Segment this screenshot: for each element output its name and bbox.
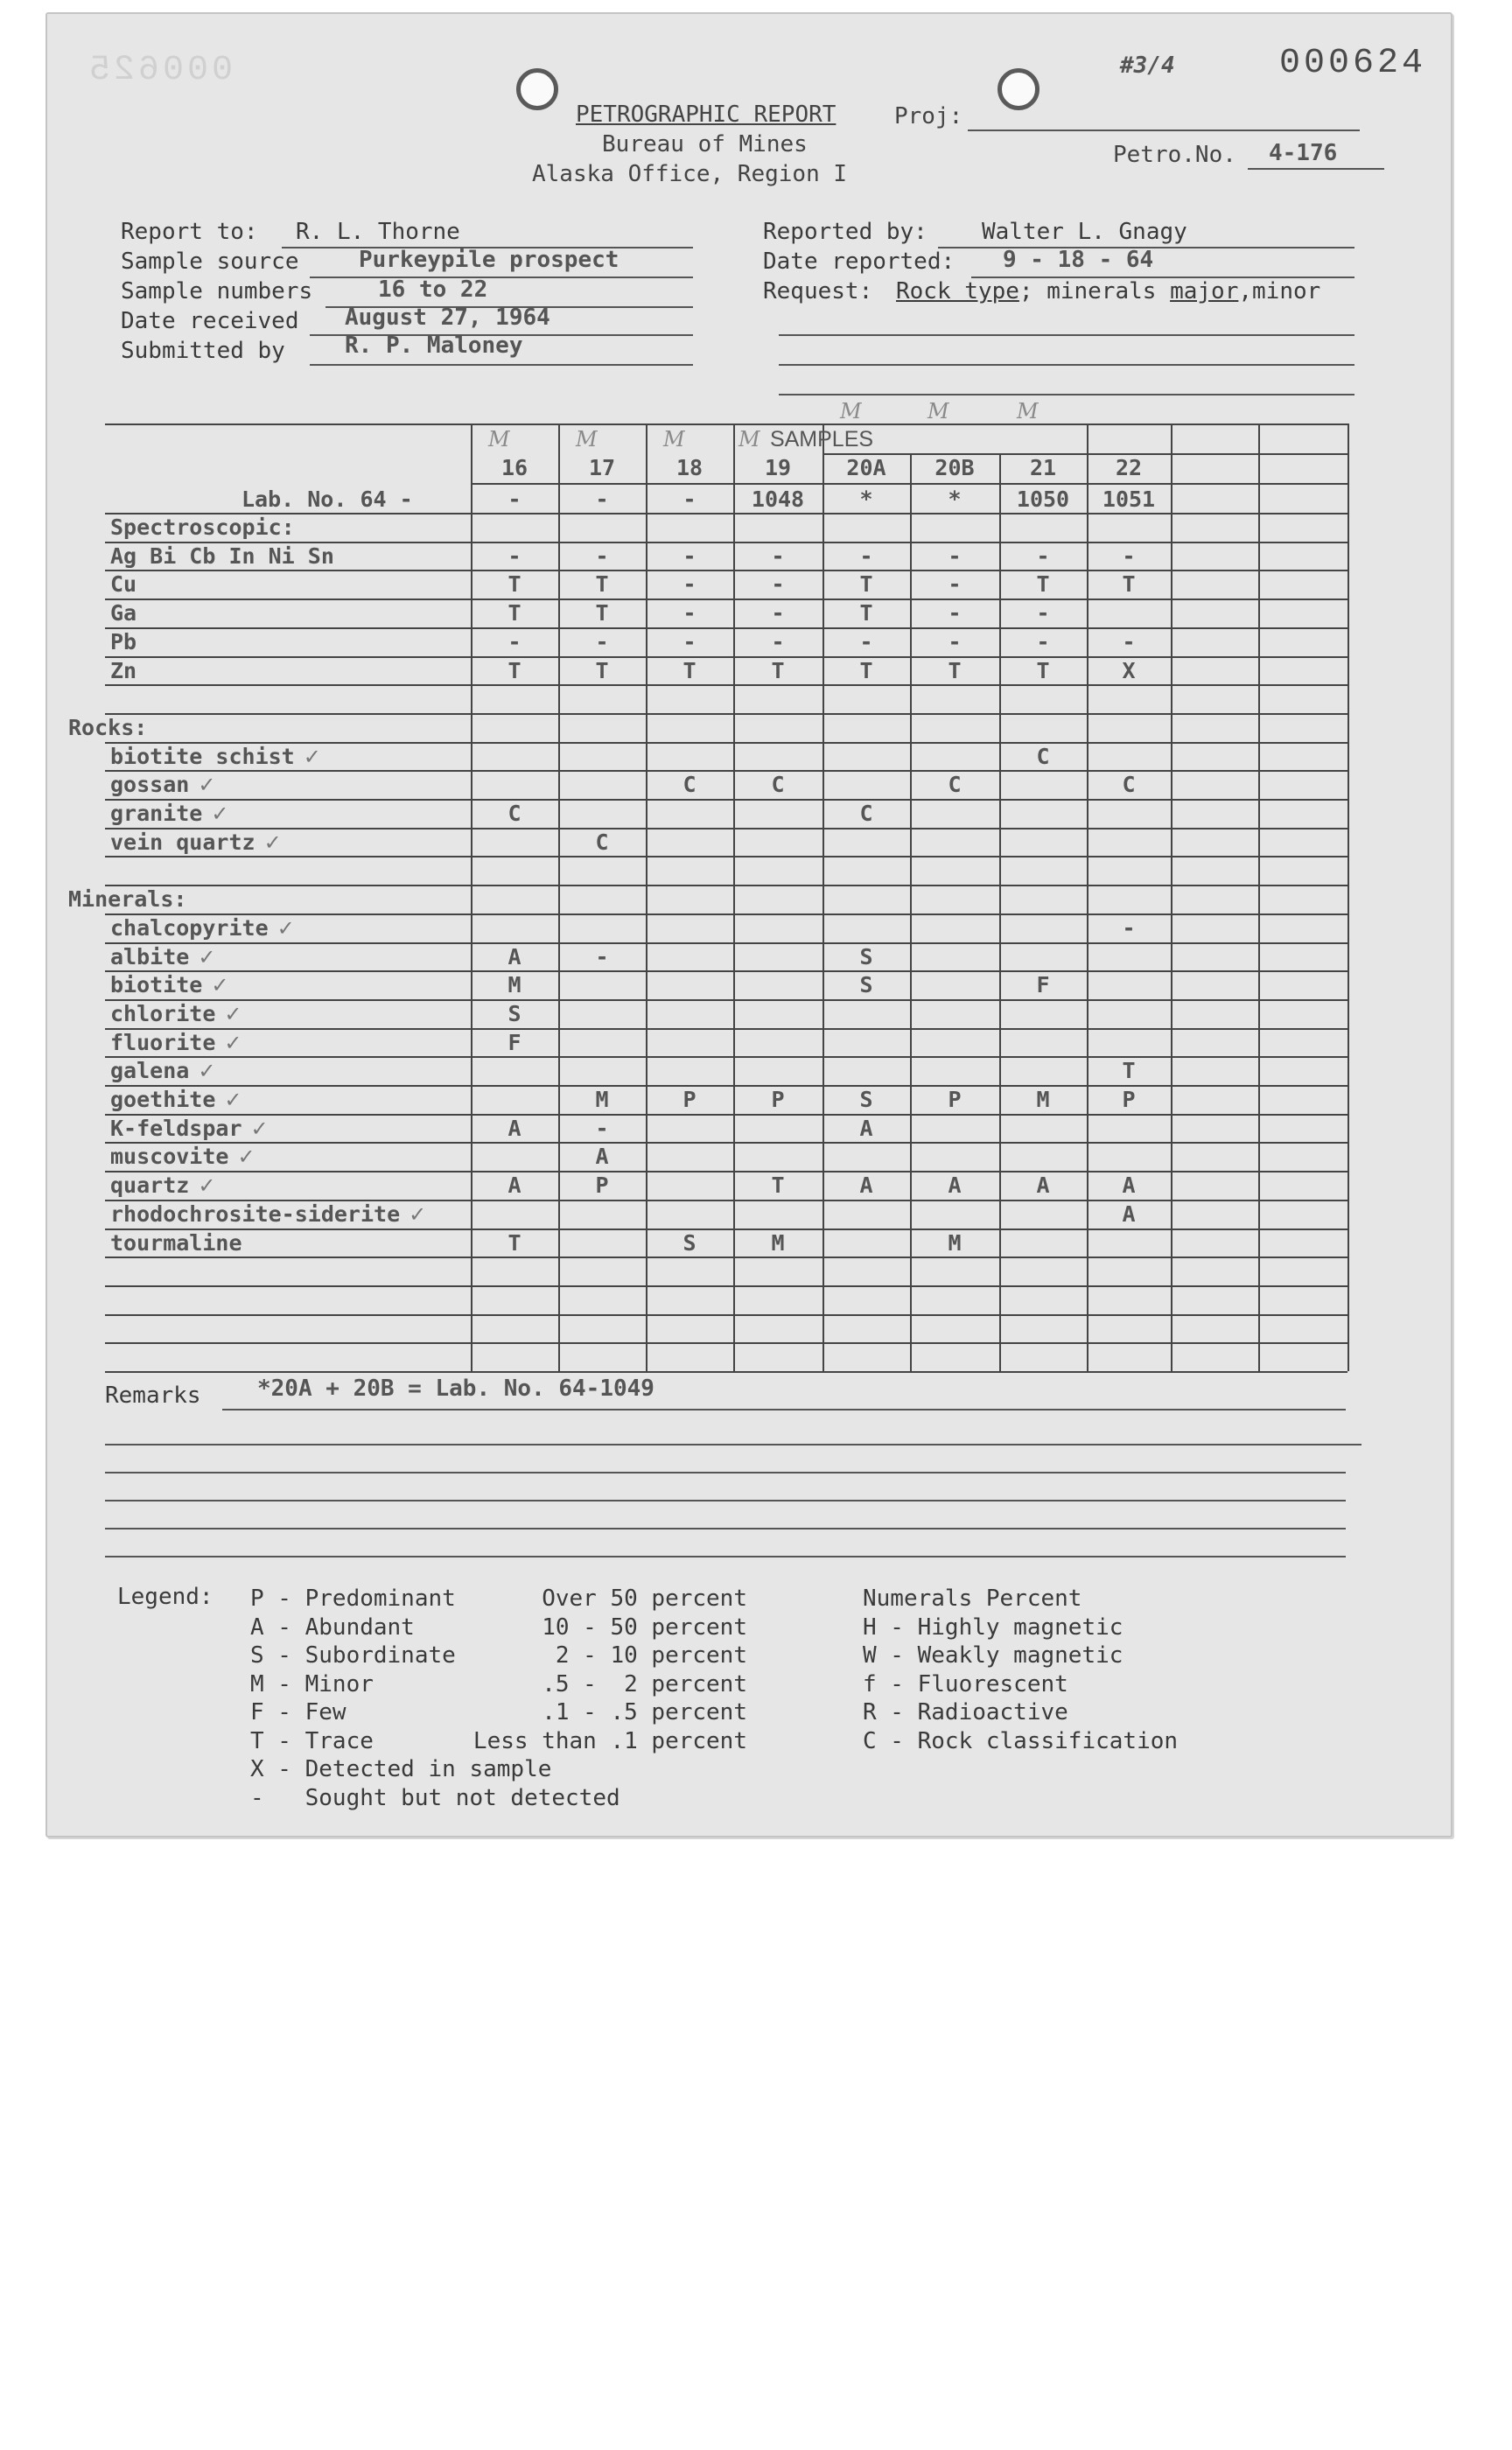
request-line-1 [779, 334, 1354, 336]
rock-row-label: granite ✓ [110, 801, 229, 826]
result-cell: - [595, 542, 609, 569]
reported-by-label: Reported by: [763, 219, 928, 245]
request-value [896, 278, 1320, 304]
table-column-line [1171, 424, 1172, 1371]
result-cell: A [859, 1115, 873, 1141]
result-cell: C [1122, 772, 1136, 798]
spectro-row-label: Ga [110, 600, 137, 626]
result-cell: S [508, 1000, 522, 1026]
result-cell: P [771, 1087, 785, 1112]
result-cell: - [771, 628, 785, 654]
table-row-line [105, 799, 1348, 801]
ghost-document-number: 000625 [86, 51, 234, 90]
legend-right-item: W - Weakly magnetic [863, 1642, 1124, 1669]
lab-number-label: Lab. No. 64 - [242, 486, 413, 512]
remarks-line-4 [105, 1500, 1346, 1502]
result-cell: M [1036, 1087, 1050, 1112]
result-cell: T [508, 657, 522, 683]
check-mark-icon: ✓ [237, 1144, 256, 1170]
result-cell: A [859, 1172, 873, 1199]
check-mark-icon: ✓ [211, 973, 229, 998]
result-cell: - [595, 943, 609, 970]
result-cell: T [682, 657, 696, 683]
result-cell: - [859, 628, 873, 654]
handwritten-m-mark: M [928, 399, 949, 424]
mineral-row-label: albite ✓ [110, 943, 216, 970]
remarks-line-3 [105, 1472, 1346, 1474]
result-cell: S [859, 972, 873, 998]
result-cell: T [859, 600, 873, 626]
rock-row-label: biotite schist ✓ [110, 743, 321, 769]
result-cell: T [771, 1172, 785, 1199]
lab-number-cell: * [859, 486, 873, 512]
legend-right-item: H - Highly magnetic [863, 1614, 1124, 1641]
handwritten-m-mark: M [576, 427, 598, 452]
request-minor: ,minor [1238, 278, 1321, 304]
result-cell: T [508, 600, 522, 626]
result-cell: T [508, 571, 522, 598]
legend-right-item: C - Rock classification [863, 1727, 1179, 1754]
report-to-value: R. L. Thorne [296, 219, 460, 245]
column-header-18: 18 [676, 455, 704, 480]
table-column-line [1258, 424, 1260, 1371]
result-cell: T [1122, 571, 1136, 598]
lab-number-cell: * [948, 486, 962, 512]
legend-range: 10 - 50 percent [542, 1614, 747, 1641]
result-cell: - [1122, 628, 1136, 654]
remarks-line-5 [105, 1528, 1346, 1530]
section-spectroscopic: Spectroscopic: [110, 514, 295, 540]
check-mark-icon: ✓ [198, 773, 216, 798]
result-cell: P [682, 1087, 696, 1112]
result-cell: A [1036, 1172, 1050, 1199]
submitted-by-value: R. P. Maloney [345, 332, 523, 359]
legend-range: 2 - 10 percent [555, 1642, 747, 1669]
result-cell: - [1122, 914, 1136, 941]
result-cell: A [508, 943, 522, 970]
table-header-bottom [471, 483, 1348, 485]
result-cell: T [1036, 571, 1050, 598]
mineral-row-label: quartz ✓ [110, 1172, 216, 1199]
legend-range: Over 50 percent [542, 1586, 747, 1612]
table-row-line [105, 1028, 1348, 1030]
sample-numbers-value: 16 to 22 [378, 276, 488, 303]
remarks-line-1 [222, 1409, 1346, 1410]
proj-underline [968, 130, 1360, 131]
result-cell: - [771, 600, 785, 626]
result-cell: - [859, 542, 873, 569]
date-reported-value: 9 - 18 - 64 [1003, 247, 1154, 273]
request-line-2 [779, 364, 1354, 366]
spectro-row-label: Cu [110, 571, 137, 598]
request-label: Request: [763, 278, 873, 304]
request-line-3 [779, 394, 1354, 396]
samples-header: SAMPLES [769, 427, 874, 452]
check-mark-icon: ✓ [409, 1201, 427, 1227]
legend-code: T - Trace [250, 1727, 374, 1754]
submitted-by-label: Submitted by [121, 338, 285, 364]
result-cell: T [1122, 1058, 1136, 1084]
table-top-border [105, 424, 1348, 425]
table-row-line [105, 1342, 1348, 1344]
result-cell: T [1036, 657, 1050, 683]
result-cell: - [682, 571, 696, 598]
handwritten-m-mark: M [1017, 399, 1039, 424]
spectro-row-label: Zn [110, 657, 137, 683]
date-received-label: Date received [121, 308, 299, 334]
reported-by-value: Walter L. Gnagy [982, 219, 1187, 245]
result-cell: C [859, 801, 873, 826]
sample-source-label: Sample source [121, 248, 299, 275]
remarks-label: Remarks [105, 1382, 201, 1409]
result-cell: T [595, 600, 609, 626]
check-mark-icon: ✓ [303, 744, 321, 769]
table-column-line [1348, 424, 1349, 1371]
report-title: PETROGRAPHIC REPORT [576, 102, 836, 128]
lab-number-cell: - [508, 486, 522, 512]
result-cell: S [682, 1229, 696, 1256]
result-cell: C [948, 772, 962, 798]
result-cell: - [1036, 542, 1050, 569]
petro-underline [1248, 168, 1384, 170]
mineral-row-label: biotite ✓ [110, 972, 229, 998]
petro-value: 4-176 [1269, 140, 1338, 166]
handwritten-m-mark: M [488, 427, 510, 452]
result-cell: T [595, 657, 609, 683]
mineral-row-label: galena ✓ [110, 1058, 216, 1084]
legend-right-item: R - Radioactive [863, 1699, 1068, 1726]
table-row-line [105, 713, 1348, 715]
page-mark: #3/4 [1120, 52, 1175, 79]
result-cell: T [948, 657, 962, 683]
result-cell: P [595, 1172, 609, 1199]
date-reported-label: Date reported: [763, 248, 956, 275]
table-row-line [105, 999, 1348, 1001]
result-cell: - [1036, 628, 1050, 654]
legend-right-item: Numerals Percent [863, 1586, 1082, 1612]
result-cell: - [682, 542, 696, 569]
report-to-label: Report to: [121, 219, 258, 245]
column-header-20B: 20B [934, 455, 975, 480]
table-row-line [105, 684, 1348, 686]
lab-number-cell: 1050 [1016, 486, 1070, 512]
date-received-value: August 27, 1964 [345, 304, 550, 331]
result-cell: P [1122, 1087, 1136, 1112]
bureau-line: Bureau of Mines [602, 131, 808, 158]
sample-source-underline [310, 276, 693, 278]
report-sheet [46, 12, 1452, 1838]
result-cell: M [948, 1229, 962, 1256]
proj-label: Proj: [894, 103, 963, 130]
table-row-line [105, 942, 1348, 944]
column-header-20A: 20A [846, 455, 886, 480]
remarks-text: *20A + 20B = Lab. No. 64-1049 [257, 1376, 654, 1402]
result-cell: T [595, 571, 609, 598]
result-cell: T [508, 1229, 522, 1256]
column-header-19: 19 [764, 455, 792, 480]
check-mark-icon: ✓ [276, 915, 295, 941]
legend-code: - Sought but not detected [250, 1784, 620, 1811]
result-cell: M [508, 972, 522, 998]
legend-code: M - Minor [250, 1670, 374, 1698]
rock-row-label: vein quartz ✓ [110, 829, 282, 855]
check-mark-icon: ✓ [198, 1173, 216, 1199]
mineral-row-label: tourmaline [110, 1229, 242, 1256]
table-row-line [105, 1114, 1348, 1116]
handwritten-m-mark: M [738, 427, 760, 452]
mineral-row-label: goethite ✓ [110, 1087, 242, 1112]
table-row-line [105, 885, 1348, 886]
lab-number-cell: - [595, 486, 609, 512]
result-cell: P [948, 1087, 962, 1112]
table-row-line [105, 828, 1348, 830]
result-cell: A [1122, 1172, 1136, 1199]
office-line: Alaska Office, Region I [532, 161, 848, 187]
table-row-line [105, 1256, 1348, 1258]
result-cell: T [859, 571, 873, 598]
section-rocks: Rocks: [68, 714, 148, 740]
result-cell: S [859, 1087, 873, 1112]
column-header-21: 21 [1029, 455, 1057, 480]
result-cell: C [1036, 743, 1050, 769]
result-cell: S [859, 943, 873, 970]
mineral-row-label: K-feldspar ✓ [110, 1115, 269, 1141]
result-cell: C [595, 829, 609, 855]
result-cell: - [508, 628, 522, 654]
column-header-17: 17 [588, 455, 616, 480]
result-cell: - [682, 628, 696, 654]
result-cell: A [508, 1172, 522, 1199]
legend-range: .5 - 2 percent [542, 1670, 747, 1698]
mineral-row-label: chalcopyrite ✓ [110, 914, 295, 941]
mineral-row-label: muscovite ✓ [110, 1144, 256, 1170]
result-cell: C [508, 801, 522, 826]
table-row-line [105, 1371, 1348, 1373]
remarks-line-6 [105, 1556, 1346, 1558]
result-cell: A [595, 1144, 609, 1170]
result-cell: - [948, 571, 962, 598]
mineral-row-label: chlorite ✓ [110, 1000, 242, 1026]
check-mark-icon: ✓ [224, 1030, 242, 1055]
result-cell: - [1036, 600, 1050, 626]
table-row-line [105, 856, 1348, 858]
request-rock-type: Rock type [896, 278, 1019, 304]
request-major: major [1170, 278, 1239, 304]
legend-code: S - Subordinate [250, 1642, 456, 1669]
rock-row-label: gossan ✓ [110, 772, 216, 798]
handwritten-m-mark: M [663, 427, 685, 452]
check-mark-icon: ✓ [250, 1116, 269, 1141]
spectro-row-label: Pb [110, 628, 137, 654]
result-cell: T [859, 657, 873, 683]
legend-code: F - Few [250, 1699, 346, 1726]
result-cell: - [595, 628, 609, 654]
punch-hole-left [516, 68, 558, 110]
result-cell: M [595, 1087, 609, 1112]
result-cell: A [508, 1115, 522, 1141]
result-cell: - [771, 571, 785, 598]
result-cell: - [595, 1115, 609, 1141]
result-cell: - [948, 542, 962, 569]
check-mark-icon: ✓ [198, 944, 216, 970]
mineral-row-label: rhodochrosite-siderite ✓ [110, 1200, 427, 1227]
result-cell: - [948, 600, 962, 626]
result-cell: - [948, 628, 962, 654]
result-cell: F [508, 1029, 522, 1055]
lab-number-cell: 1048 [751, 486, 805, 512]
lab-number-cell: 1051 [1102, 486, 1156, 512]
request-minerals: ; minerals [1018, 278, 1171, 304]
remarks-line-2 [105, 1444, 1362, 1446]
check-mark-icon: ✓ [224, 1001, 242, 1026]
result-cell: - [1122, 542, 1136, 569]
result-cell: C [682, 772, 696, 798]
result-cell: - [508, 542, 522, 569]
result-cell: A [1122, 1200, 1136, 1227]
result-cell: A [948, 1172, 962, 1199]
table-row-line [105, 1142, 1348, 1144]
result-cell: - [682, 600, 696, 626]
table-row-line [105, 1285, 1348, 1287]
legend-range: .1 - .5 percent [542, 1699, 747, 1726]
table-row-line [105, 970, 1348, 972]
check-mark-icon: ✓ [211, 802, 229, 826]
legend-right-item: f - Fluorescent [863, 1670, 1068, 1698]
document-number: 000624 [1279, 44, 1427, 83]
column-header-16: 16 [500, 455, 528, 480]
legend-code: A - Abundant [250, 1614, 415, 1641]
lab-number-cell: - [682, 486, 696, 512]
check-mark-icon: ✓ [198, 1059, 216, 1084]
petro-label: Petro.No. [1113, 142, 1236, 168]
legend-label: Legend: [117, 1584, 214, 1610]
result-cell: X [1122, 657, 1136, 683]
result-cell: F [1036, 972, 1050, 998]
spectro-row-label: Ag Bi Cb In Ni Sn [110, 542, 334, 569]
sample-source-value: Purkeypile prospect [359, 247, 620, 273]
result-cell: - [771, 542, 785, 569]
mineral-row-label: fluorite ✓ [110, 1029, 242, 1055]
handwritten-m-mark: M [840, 399, 862, 424]
submitted-by-underline [310, 364, 693, 366]
legend-code: P - Predominant [250, 1586, 456, 1612]
result-cell: M [771, 1229, 785, 1256]
section-minerals: Minerals: [68, 886, 187, 913]
result-cell: T [771, 657, 785, 683]
legend-code: X - Detected in sample [250, 1756, 552, 1782]
check-mark-icon: ✓ [224, 1088, 242, 1112]
table-row-line [105, 1314, 1348, 1316]
legend-range: Less than .1 percent [472, 1727, 747, 1754]
sample-numbers-label: Sample numbers [121, 278, 313, 304]
column-header-22: 22 [1115, 455, 1143, 480]
result-cell: C [771, 772, 785, 798]
punch-hole-right [998, 68, 1040, 110]
check-mark-icon: ✓ [263, 830, 282, 855]
